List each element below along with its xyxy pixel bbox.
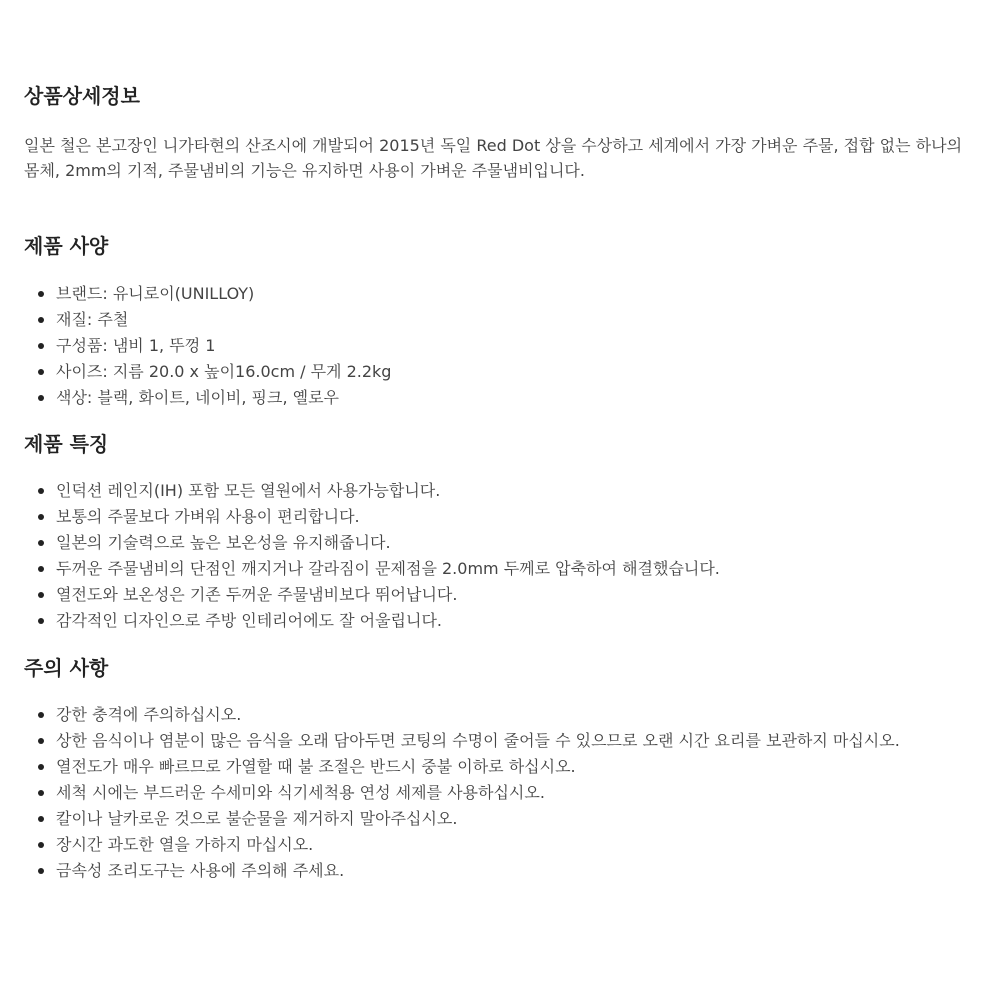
caution-item: 장시간 과도한 열을 가하지 마십시오. [56,832,976,858]
features-list [24,478,976,634]
features-title: 제품 특징 [24,432,109,456]
caution-item: 열전도가 매우 빠르므로 가열할 때 불 조절은 반드시 중불 이하로 하십시오. [56,754,976,780]
spec-item-material: 재질: 주철 [56,307,976,333]
specs-list [24,281,976,411]
cautions-list [24,702,976,884]
caution-item: 상한 음식이나 염분이 많은 음식을 오래 담아두면 코팅의 수명이 줄어들 수 있으므로 오랜 시간 요리를 보관하지 마십시오. [56,728,976,754]
spec-item-colors: 색상: 블랙, 화이트, 네이비, 핑크, 옐로우 [56,385,976,411]
caution-item: 세척 시에는 부드러운 수세미와 식기세척용 연성 세제를 사용하십시오. [56,780,976,806]
feature-item: 열전도와 보온성은 기존 두꺼운 주물냄비보다 뛰어납니다. [56,582,976,608]
spec-item-size: 사이즈: 지름 20.0 x 높이16.0cm / 무게 2.2kg [56,359,976,385]
feature-item: 두꺼운 주물냄비의 단점인 깨지거나 갈라짐이 문제점을 2.0mm 두께로 압축하여 해결했습니다. [56,556,976,582]
feature-item: 보통의 주물보다 가벼워 사용이 편리합니다. [56,504,976,530]
feature-item: 인덕션 레인지(IH) 포함 모든 열원에서 사용가능합니다. [56,478,976,504]
cautions-title: 주의 사항 [24,656,109,680]
product-detail-title: 상품상세정보 [24,84,140,108]
feature-item: 일본의 기술력으로 높은 보온성을 유지해줍니다. [56,530,976,556]
product-intro-text: 일본 철은 본고장인 니가타현의 산조시에 개발되어 2015년 독일 Red Dot 상을 수상하고 세계에서 가장 가벼운 주물, 접합 없는 하나의 몸체, 2mm의 기적, 주물냄비의 기능은 유지하면 사용이 가벼운 주물냄비입니다. [24,136,963,180]
specs-title: 제품 사양 [24,234,109,258]
spec-item-components: 구성품: 냄비 1, 뚜껑 1 [56,333,976,359]
feature-item: 감각적인 디자인으로 주방 인테리어에도 잘 어울립니다. [56,608,976,634]
caution-item: 칼이나 날카로운 것으로 불순물을 제거하지 말아주십시오. [56,806,976,832]
spec-item-brand: 브랜드: 유니로이(UNILLOY) [56,281,976,307]
caution-item: 강한 충격에 주의하십시오. [56,702,976,728]
caution-item: 금속성 조리도구는 사용에 주의해 주세요. [56,858,976,884]
